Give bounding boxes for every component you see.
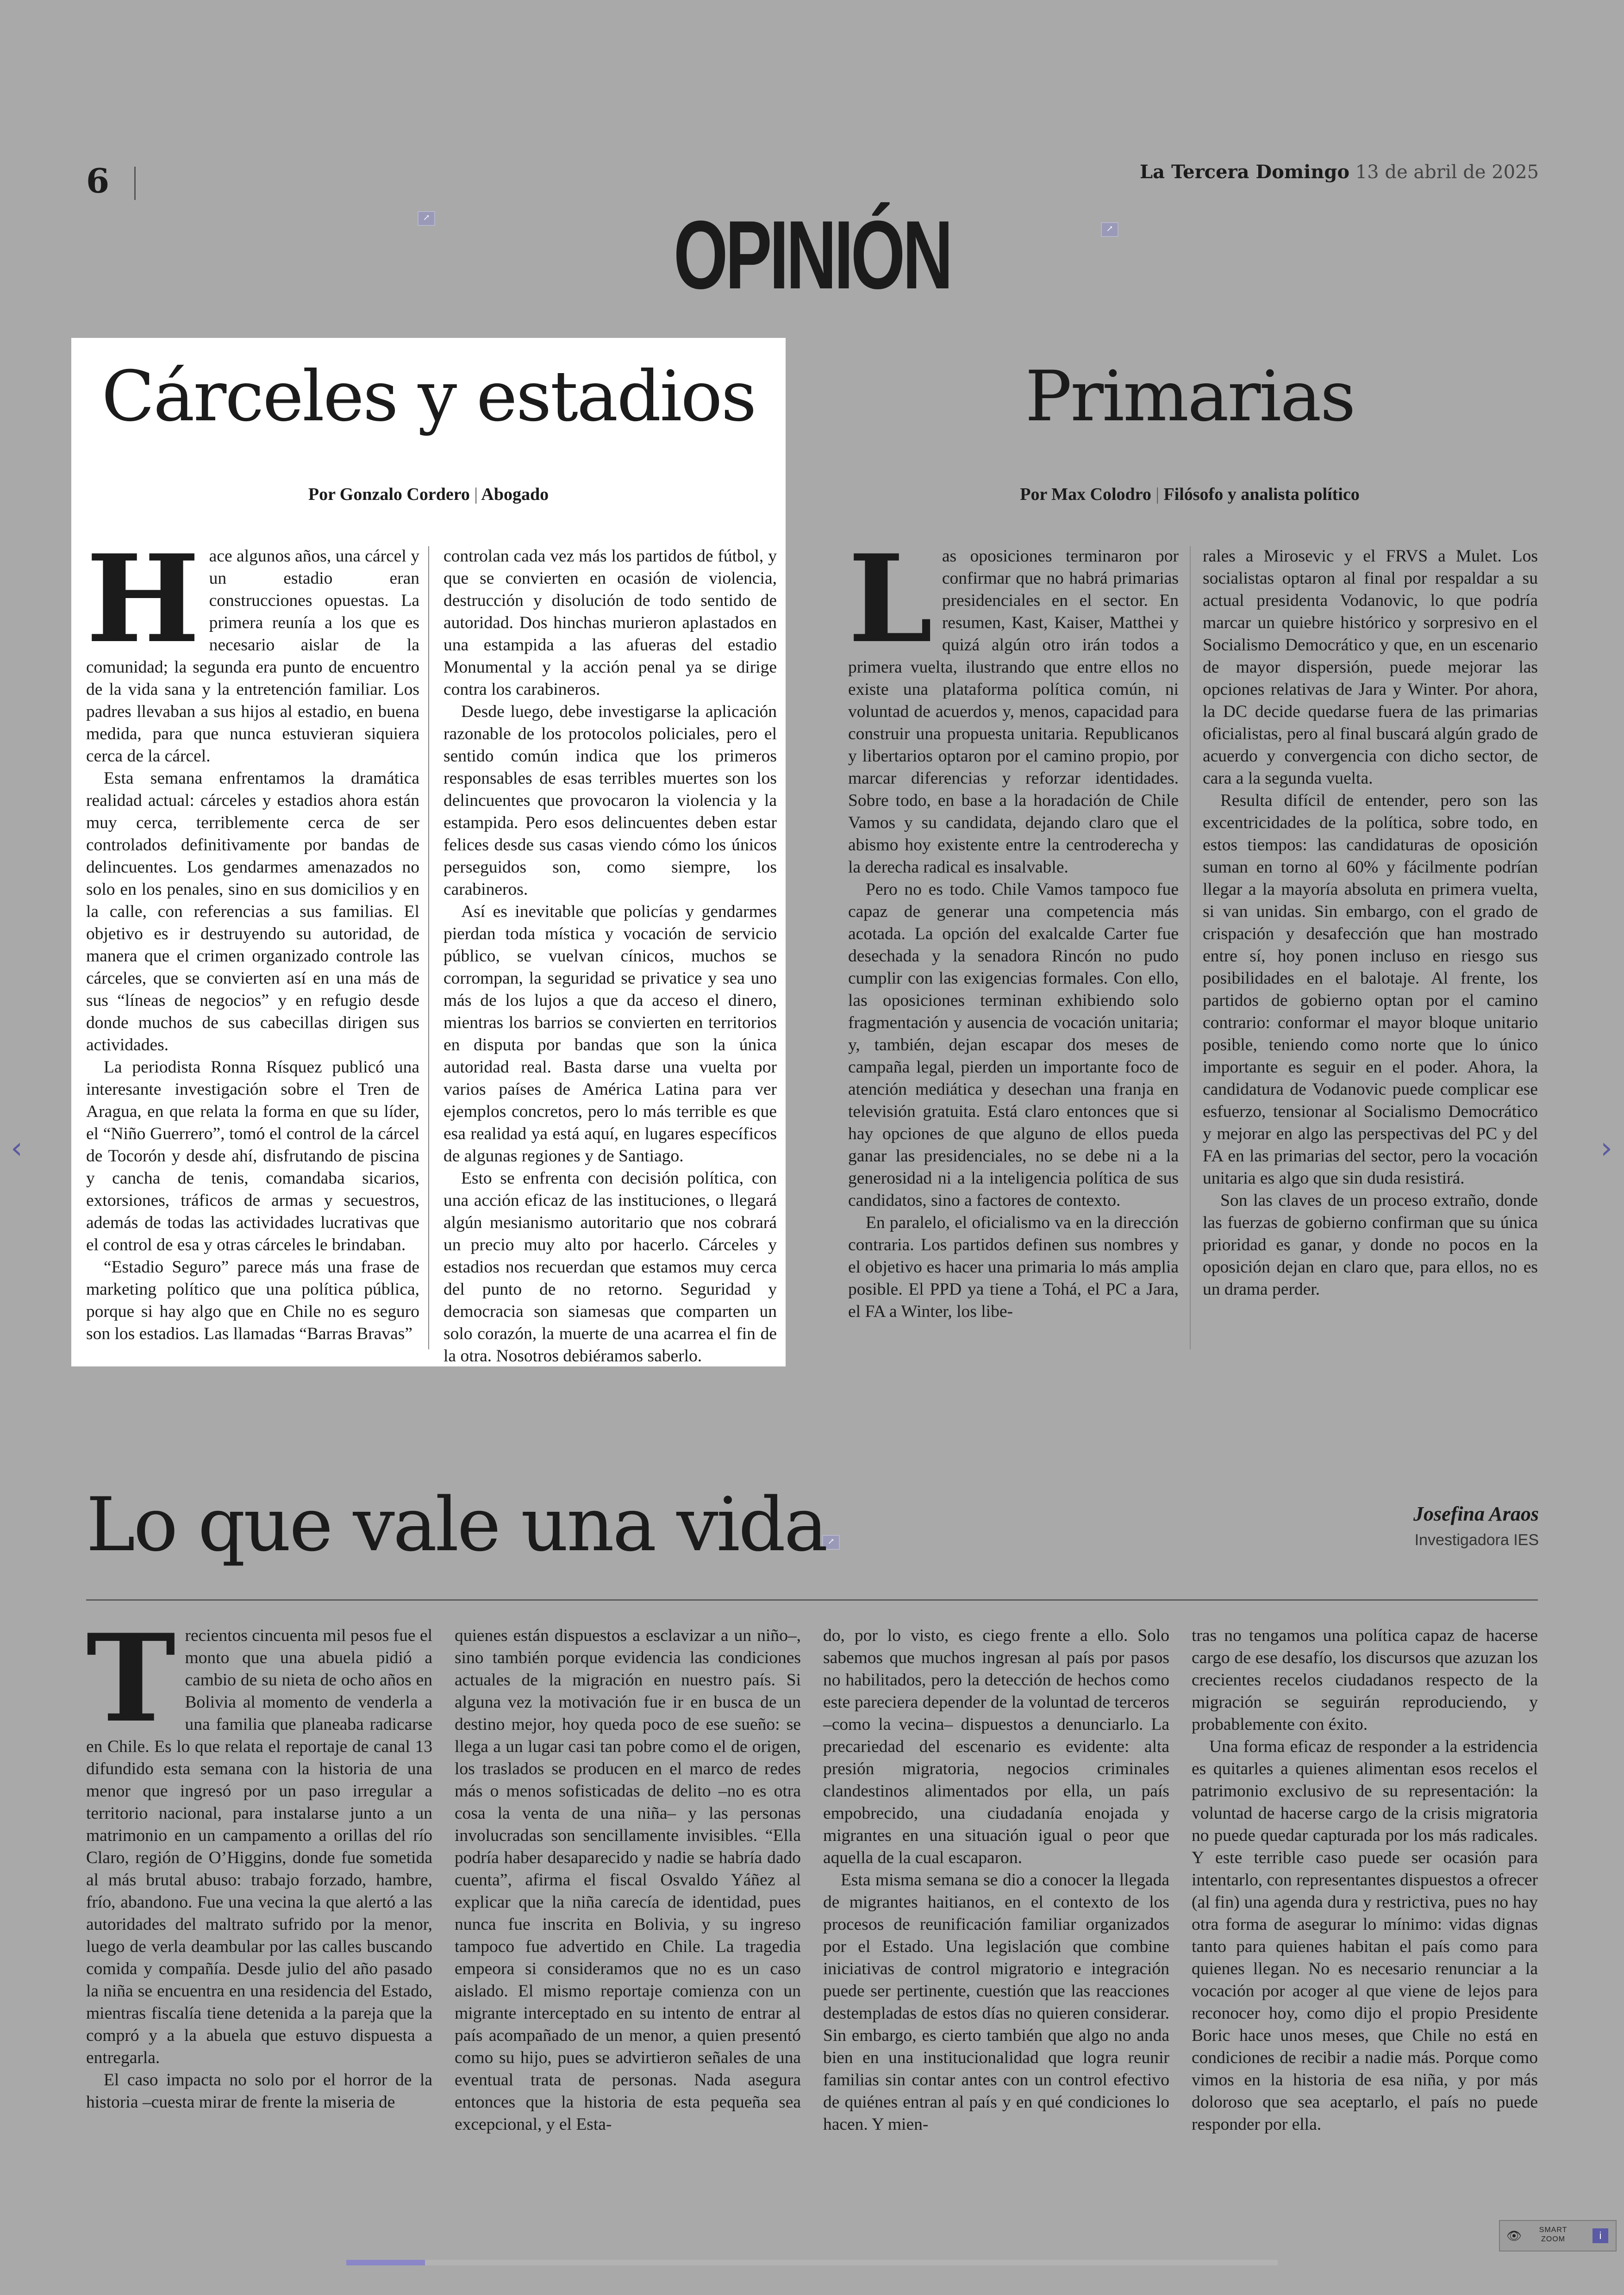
article-paragraph: Hace algunos años, una cárcel y un estadio eran construcciones opuestas. La primera reunía a los que es necesario aislar de la comunidad; la segunda era punto de encuentro de la vida sana y la entretención familiar. Los padres llevaban a sus hijos al estadio, en buena medida, para que nunca estuvieran siquiera cerca de la cárcel. bbox=[86, 529, 419, 766]
byline-role: Abogado bbox=[481, 485, 549, 504]
column-rule bbox=[1190, 546, 1191, 1349]
article-paragraph: Pero no es todo. Chile Vamos tampoco fue capaz de generar una competencia más acotada. La opción del exalcalde Carter fue desechada y la senadora Rincón no pudo cumplir con las exigencias formales. Con ello, las oposiciones terminan exhibiendo solo fragmentación y ausencia de vocación unitaria; y, también, dejan escapar dos meses de campaña legal, pierden un importante foco de atención mediática y desechan una franja en televisión gratuita. Está claro entonces que si hay opciones de que alguno de ellos pueda ganar las presidenciales, no se debe ni a la generosidad ni a la inteligencia política de sus candidatos, sino a factores de contexto. bbox=[848, 880, 1179, 1210]
article-paragraph: Resulta difícil de entender, pero son las excentricidades de la política, sobre todo, en estos tiempos: las candidaturas de oposición suman en torno al 60% y fácilmente podrían llegar a la mayoría absoluta en primera vuelta, si van unidas. Sin embargo, con el grado de crispación y desafección que han mostrado entre sí, hoy ponen incluso en riesgo sus posibilidades en el balotaje. Al frente, los partidos de gobierno optan por el camino contrario: conformar el mayor bloque unitario posible, teniendo como norte que lo único importante es seguir en el poder. Ahora, la candidatura de Vodanovic puede complicar ese esfuerzo, tensionar al Socialismo Democrático y mejorar en algo las perspectivas del PC y del FA en las primarias del sector, pero la vocación unitaria es algo que sin duda resistirá. bbox=[1203, 791, 1538, 1188]
article-paragraph: Esto se enfrenta con decisión política, con una acción eficaz de las instituciones, o llegará algún mesianismo autoritario que nos cobrará un precio muy alto por hacerlo. Cárceles y estadios nos recuerdan que estamos muy cerca del punto de no retorno. Seguridad y democracia son siamesas que comparten un solo corazón, la muerte de una acarrea el fin de la otra. Nosotros debiéramos saberlo. bbox=[443, 1169, 777, 1366]
article-paragraph: do, por lo visto, es ciego frente a ello. Solo sabemos que muchos ingresan al país por pasos no habilitados, pero la detección de hechos como este pareciera depender de la voluntad de terceros –como la vecina– dispuestos a denunciarlo. La precariedad del escenario es evidente: alta presión migratoria, negocios criminales clandestinos alimentados por ella, un país empobrecido, una ciudadanía enojada y migrantes en una situación igual o peor que aquella de la cual escaparon. bbox=[823, 1626, 1169, 1867]
article-column bbox=[1203, 545, 1538, 1301]
section-divider bbox=[86, 1599, 1538, 1601]
byline-author: Por Gonzalo Cordero bbox=[308, 485, 470, 504]
article-column bbox=[86, 529, 419, 1345]
article-column bbox=[848, 529, 1179, 1323]
dropcap: L bbox=[848, 529, 933, 670]
article-paragraph: En paralelo, el oficialismo va en la dirección contraria. Los partidos definen sus nombres y el objetivo es hacer una primaria lo más amplia posible. El PPD ya tiene a Tohá, el PC a Jara, el FA a Winter, los libe- bbox=[848, 1213, 1179, 1321]
article-paragraph: tras no tengamos una política capaz de hacerse cargo de ese desafío, los discursos que azuzan los crecientes recelos ciudadanos respecto de la migración se seguirán reproduciendo, y probablemente con éxito. bbox=[1192, 1626, 1538, 1734]
article-author: Josefina Araos bbox=[1413, 1503, 1539, 1525]
article-column bbox=[823, 1625, 1169, 2136]
scrollbar-thumb[interactable] bbox=[346, 2260, 425, 2265]
dropcap: T bbox=[86, 1608, 176, 1749]
chevron-right-icon[interactable]: › bbox=[1600, 1131, 1612, 1166]
article-author-role: Investigadora IES bbox=[1414, 1531, 1539, 1549]
article-column bbox=[443, 545, 777, 1367]
masthead-paper: La Tercera Domingo bbox=[1139, 161, 1349, 183]
article-headline: Cárceles y estadios bbox=[101, 356, 756, 437]
article-paragraph: Las oposiciones terminaron por confirmar que no habrá primarias presidenciales en el sector. En resumen, Kast, Kaiser, Matthei y quizá algún otro irán todos a primera vuelta, ilustrando que entre ellos no existe una plataforma política común, ni voluntad de acuerdos y, menos, capacidad para construir una propuesta unitaria. Republicanos y libertarios optaron por el camino propio, por marcar diferencias y reforzar identidades. Sobre todo, en base a la horadación de Chile Vamos y su candidata, dejando claro que el abismo hoy existente entre la centroderecha y la derecha radical es insalvable. bbox=[848, 529, 1179, 877]
article-column bbox=[1192, 1625, 1538, 2136]
zoom-hotspot-icon[interactable]: ↗ bbox=[822, 1535, 840, 1550]
byline-role: Filósofo y analista político bbox=[1163, 485, 1360, 504]
section-title: OPINIÓN bbox=[673, 200, 951, 309]
article-paragraph: Esta misma semana se dio a conocer la llegada de migrantes haitianos, en el contexto de los procesos de reunificación familiar organizados por el Estado. Una legislación que combine iniciativas de control migratorio e integración puede ser pertinente, cuestión que las reacciones destempladas de estos días no quieren considerar. Sin embargo, es cierto también que algo no anda bien en una institucionalidad que logra reunir familias sin contar antes con un control efectivo de quiénes entran al país y en qué condiciones lo hacen. Y mien- bbox=[823, 1871, 1169, 2134]
article-paragraph: Son las claves de un proceso extraño, donde las fuerzas de gobierno confirman que su única prioridad es ganar, y donde no pocos en la oposición dejan en claro que, para ellos, no es un drama perder. bbox=[1203, 1191, 1538, 1299]
article-paragraph: rales a Mirosevic y el FRVS a Mulet. Los socialistas optaron al final por respaldar a su actual presidenta Vodanovic, lo que podría marcar un quiebre histórico y sorpresivo en el Socialismo Democrático y que, en un escenario de mayor dispersión, puede mejorar las opciones relativas de Jara y Winter. Por ahora, la DC decide quedarse fuera de las primarias oficialistas, pero al final buscará algún grado de acuerdo y convergencia con dicho sector, de cara a la segunda vuelta. bbox=[1203, 547, 1538, 788]
zoom-hotspot-icon[interactable]: ↗ bbox=[418, 211, 435, 226]
masthead-date: 13 de abril de 2025 bbox=[1355, 162, 1539, 183]
article-paragraph: quienes están dispuestos a esclavizar a un niño–, sino también porque evidencia las condiciones actuales de la migración en nuestro país. Si alguna vez la motivación fue ir en busca de un destino mejor, hoy queda poco de ese sueño: se llega a un lugar casi tan pobre como el de origen, los traslados se producen en el marco de redes más o menos sofisticadas de delito –no es otra cosa la venta de una niña– y las personas involucradas son sencillamente invisibles. “Ella podría haber desaparecido y nadie se habría dado cuenta”, afirma el fiscal Osvaldo Yáñez al explicar que la niña carecía de identidad, pues nunca fue inscrita en Bolivia, y su ingreso tampoco fue advertido en Chile. La tragedia empeora si consideramos que no es un caso aislado. El mismo reportaje comienza con un migrante interceptado en su intento de entrar al país acompañado de un menor, a quien presentó como su hijo, pues se advirtieron señales de una eventual trata de personas. Nada asegura entonces que la historia de esta pequeña sea excepcional, y el Esta- bbox=[455, 1626, 801, 2134]
page-number: 6 bbox=[86, 161, 110, 200]
article-paragraph: La periodista Ronna Rísquez publicó una interesante investigación sobre el Tren de Aragua, en que relata la forma en que su líder, el “Niño Guerrero”, tomó el control de la cárcel de Tocorón y desde ahí, disfrutando de piscina y cancha de tenis, comandaba sicarios, extorsiones, tráficos de armas y secuestros, además de todas las actividades lucrativas que el control de esa y otras cárceles le brindaban. bbox=[86, 1058, 419, 1254]
article-paragraph: Esta semana enfrentamos la dramática realidad actual: cárceles y estadios ahora están muy cerca, terriblemente cerca de ser controlados definitivamente por bandas de delincuentes. Los gendarmes amenazados no solo en los penales, sino en sus domicilios y en la calle, con referencias a sus familias. El objetivo es ir destruyendo su autoridad, de manera que el crimen organizado controle las cárceles, que se convierten así en una más de sus “líneas de negocios” y en refugio desde donde muchos de sus cabecillas dirigen sus actividades. bbox=[86, 769, 419, 1054]
dropcap: H bbox=[86, 529, 200, 670]
article-paragraph: Así es inevitable que policías y gendarmes pierdan toda mística y vocación de servicio público, se vuelvan cínicos, muchos se corrompan, la seguridad se privatice y sea uno más de los lujos a que da acceso el dinero, mientras los barrios se convierten en territorios en disputa por bandas que son la única autoridad real. Basta darse una vuelta por varios países de América Latina para ver ejemplos concretos, pero lo más terrible es que esa realidad ya está aquí, en lugares específicos de algunas regiones y de Santiago. bbox=[443, 902, 777, 1166]
smart-zoom-label: SMART ZOOM bbox=[1539, 2226, 1568, 2243]
smart-zoom-button[interactable] bbox=[1499, 2220, 1617, 2251]
article-column bbox=[86, 1608, 432, 2114]
article-byline: Por Max Colodro | Filósofo y analista político bbox=[1020, 485, 1360, 504]
article-paragraph: controlan cada vez más los partidos de fútbol, y que se convierten en ocasión de violencia, destrucción y disolución de todo sentido de autoridad. Dos hinchas murieron aplastados en una estampida a las afueras del estadio Monumental y la acción penal ya se dirige contra los carabineros. bbox=[443, 547, 777, 699]
zoom-hotspot-icon[interactable]: ↗ bbox=[1101, 222, 1118, 237]
article-column bbox=[455, 1625, 801, 2136]
article-paragraph: “Estadio Seguro” parece más una frase de marketing político que una política pública, porque si hay algo que en Chile no es seguro son los estadios. Las llamadas “Barras Bravas” bbox=[86, 1258, 419, 1343]
column-rule bbox=[428, 546, 429, 1349]
article-byline: Por Gonzalo Cordero | Abogado bbox=[308, 485, 549, 504]
eye-icon: 👁 bbox=[1506, 2229, 1522, 2243]
article-headline: Lo que vale una vida bbox=[86, 1481, 826, 1568]
chevron-left-icon[interactable]: ‹ bbox=[11, 1131, 23, 1166]
article-paragraph: Desde luego, debe investigarse la aplicación razonable de los protocolos policiales, pero el sentido común indica que los primeros responsables de esas terribles muertes son los delincuentes que provocaron la violencia y la estampida. Pero esos delincuentes deben estar felices desde sus casas viendo cómo los únicos perseguidos son, como siempre, los carabineros. bbox=[443, 702, 777, 899]
info-icon[interactable]: i bbox=[1593, 2228, 1608, 2243]
page-divider bbox=[134, 167, 136, 200]
article-paragraph: Trecientos cincuenta mil pesos fue el monto que una abuela pidió a cambio de su nieta de ocho años en Bolivia al momento de venderla a una familia que planeaba radicarse en Chile. Es lo que relata el reportaje de canal 13 difundido esta semana con la historia de una menor que ingresó por un paso irregular a territorio nacional, para instalarse junto a un matrimonio en un campamento a orillas del río Claro, región de O’Higgins, donde fue sometida al más brutal abuso: trabajo forzado, hambre, frío, abandono. Fue una vecina la que alertó a las autoridades del maltrato sufrido por la menor, luego de verla deambular por las calles buscando comida y compañía. Desde julio del año pasado la niña se encuentra en una residencia del Estado, mientras fiscalía tiene detenida a la pareja que la compró y a la abuela que estuvo dispuesta a entregarla. bbox=[86, 1608, 432, 2067]
article-paragraph: El caso impacta no solo por el horror de la historia –cuesta mirar de frente la miseria de bbox=[86, 2070, 432, 2112]
article-headline: Primarias bbox=[1025, 356, 1355, 437]
page-scrollbar[interactable] bbox=[346, 2260, 1278, 2265]
masthead bbox=[1140, 161, 1539, 183]
byline-author: Por Max Colodro bbox=[1020, 485, 1151, 504]
article-paragraph: Una forma eficaz de responder a la estridencia es quitarles a quienes alimentan esos recelos el patrimonio exclusivo de su representación: la voluntad de hacerse cargo de la crisis migratoria no puede quedar capturada por los más radicales. Y este terrible caso puede ser ocasión para intentarlo, con representantes dispuestos a ofrecer (al fin) una agenda dura y restrictiva, pues no hay otra forma de asegurar lo mínimo: vidas dignas tanto para quienes habitan el país como para quienes llegan. No es necesario renunciar a la vocación por acoger al que viene de lejos para reconocer hoy, como dijo el propio Presidente Boric hace unos meses, que Chile no está en condiciones de recibir a nadie más. Porque como vimos en la historia de esa niña, y por más doloroso que sea aceptarlo, el país no puede responder por ella. bbox=[1192, 1737, 1538, 2134]
